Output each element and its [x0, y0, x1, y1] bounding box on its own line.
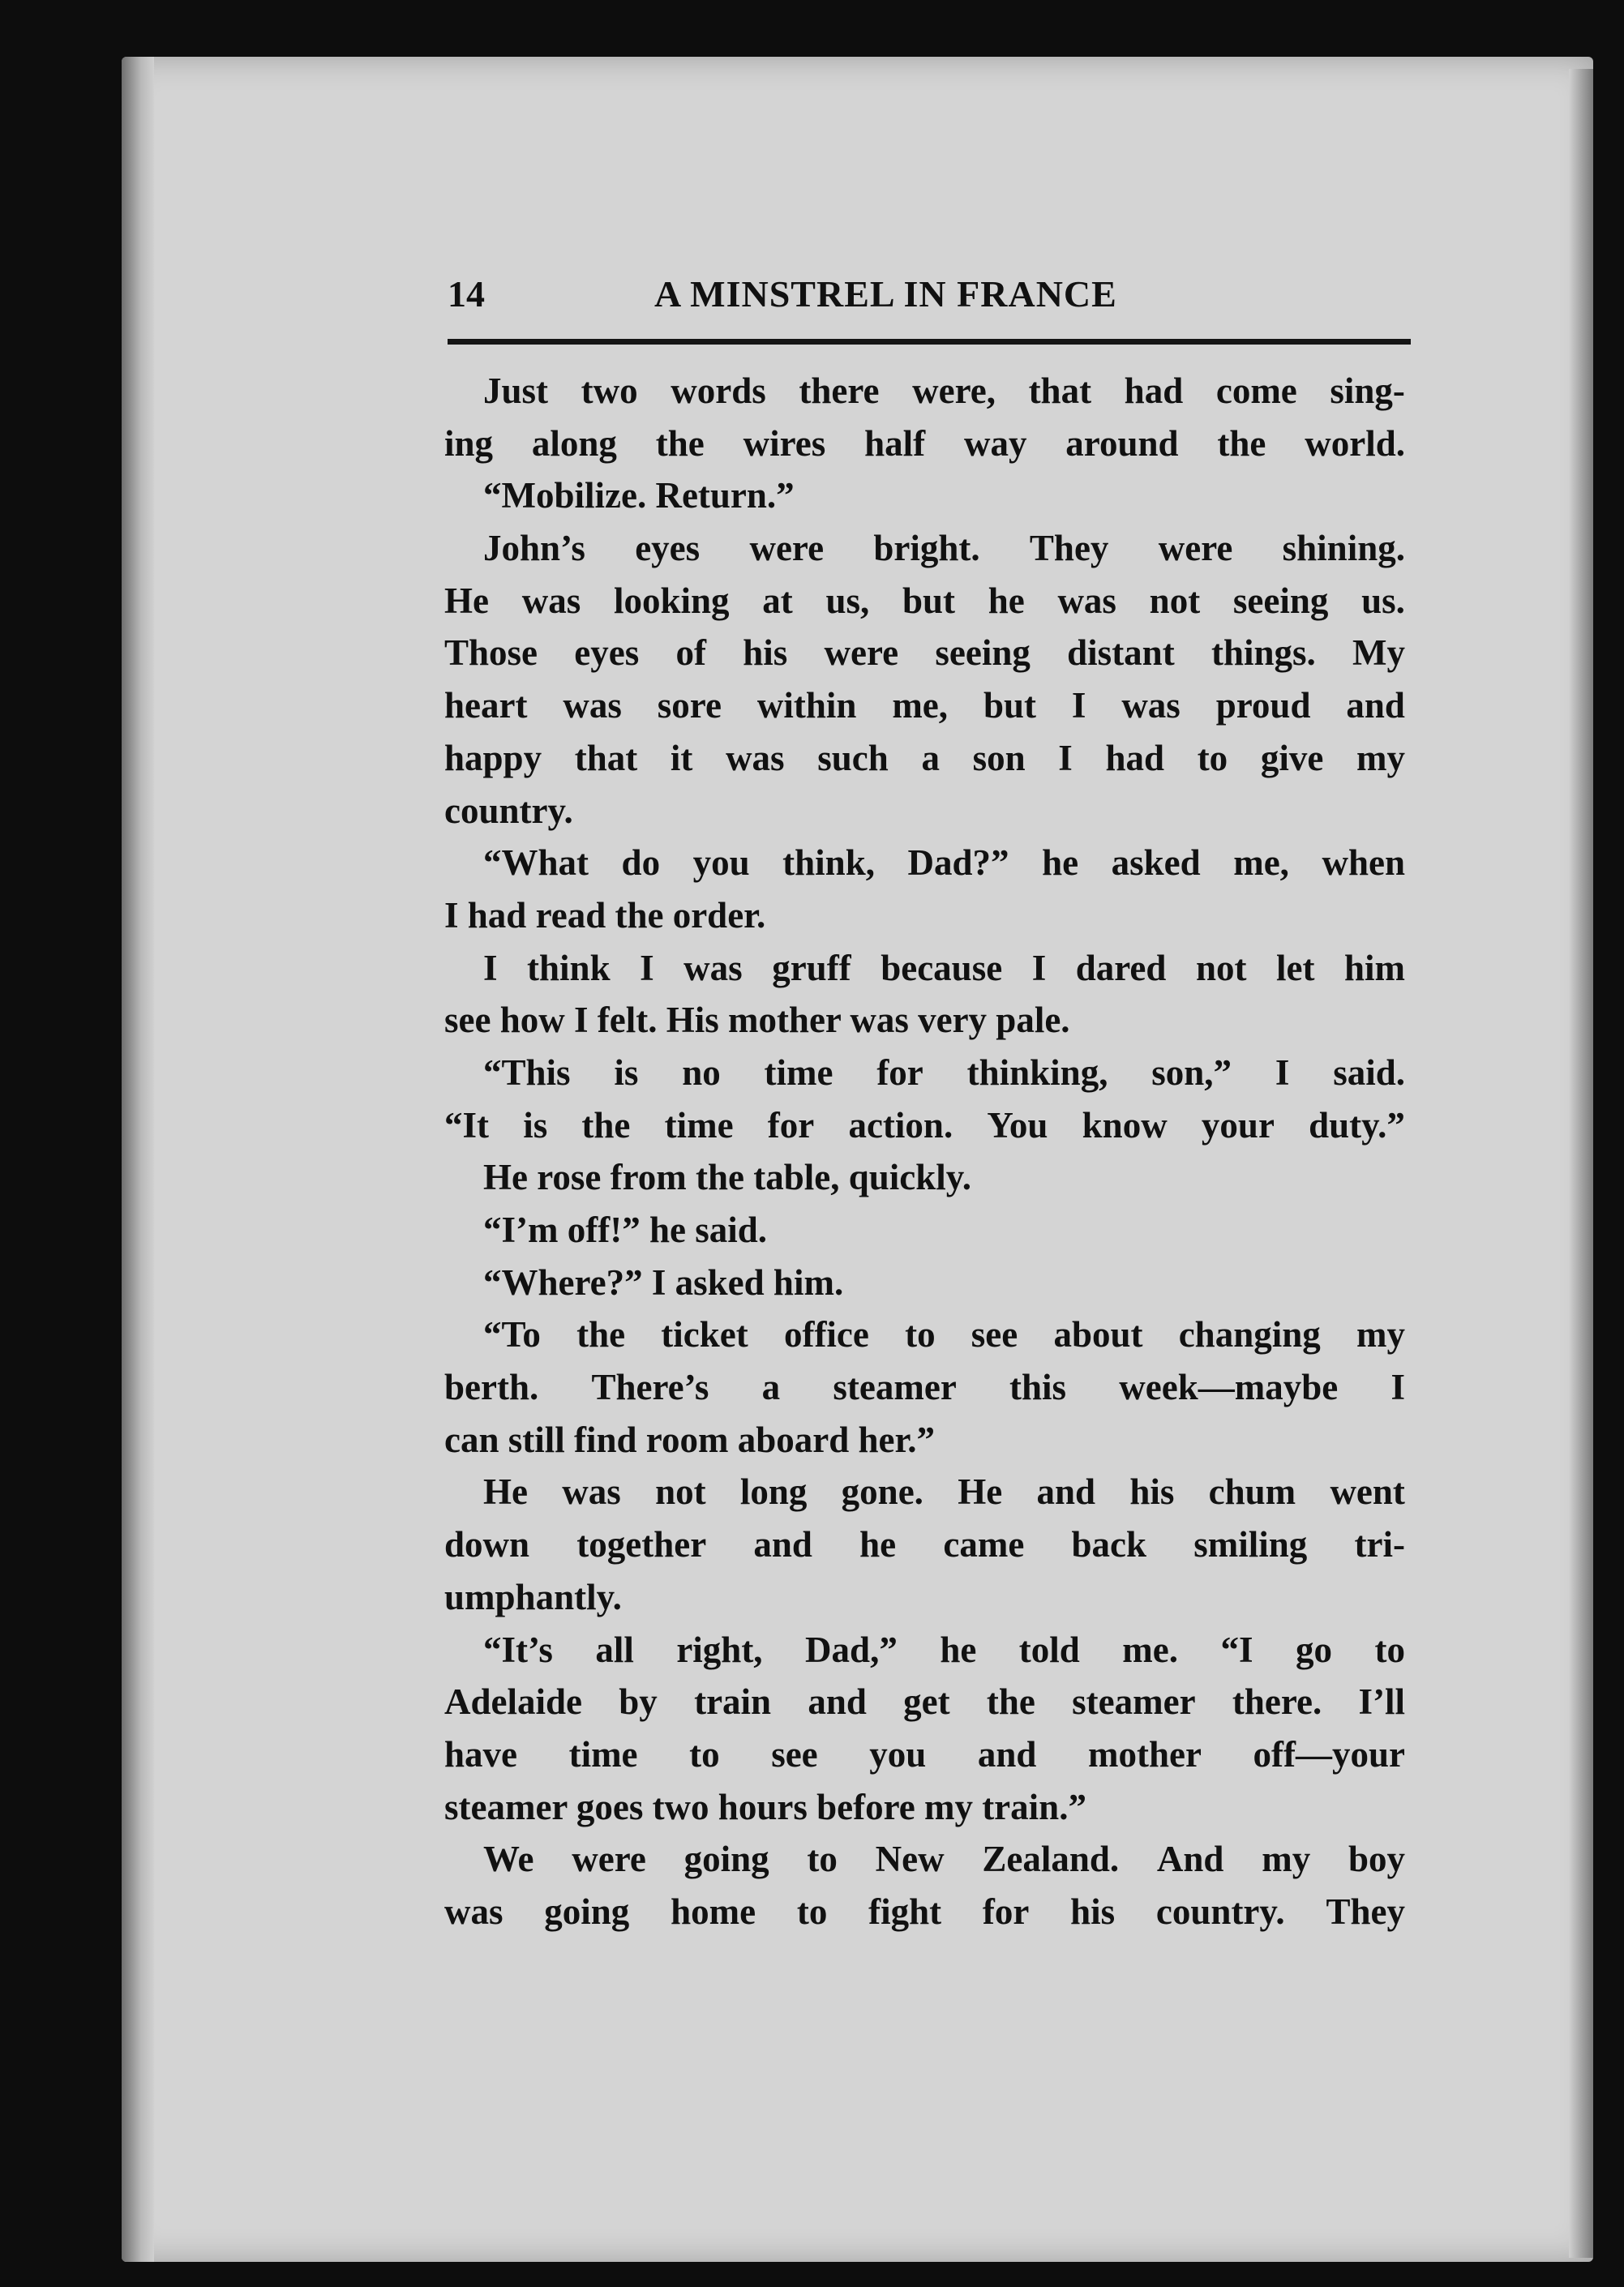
word: was: [1121, 685, 1181, 726]
word: were: [749, 528, 825, 569]
word: his: [1129, 1471, 1175, 1513]
text-line: [444, 627, 1405, 679]
page-right-edge-shadow: [1569, 69, 1593, 2258]
word: to: [1374, 1629, 1405, 1670]
word: this: [1009, 1367, 1067, 1408]
word: long: [739, 1471, 808, 1513]
word: time: [568, 1733, 638, 1775]
word: the: [576, 1314, 626, 1355]
word: he: [859, 1524, 897, 1565]
word: for: [767, 1104, 815, 1146]
line-text: “Where?” I asked him.: [483, 1261, 844, 1303]
text-line: [444, 994, 1405, 1047]
text-line: [444, 1257, 1405, 1309]
word: berth.: [444, 1367, 539, 1408]
word: going: [544, 1891, 630, 1932]
word: know: [1082, 1104, 1168, 1146]
line-text: “Mobilize. Return.”: [483, 475, 795, 516]
word: gone.: [841, 1471, 923, 1513]
word: there.: [1232, 1681, 1322, 1723]
word: at: [762, 580, 793, 621]
text-line: [444, 1833, 1405, 1886]
body-text: [444, 365, 1405, 1938]
word: Those: [444, 632, 538, 674]
word: together: [576, 1524, 707, 1565]
word: was: [563, 685, 622, 726]
word: off—your: [1253, 1733, 1405, 1775]
word: “This: [483, 1051, 571, 1093]
text-line: [444, 732, 1405, 785]
word: a: [761, 1367, 781, 1408]
word: down: [444, 1524, 530, 1565]
word: to: [796, 1891, 828, 1932]
word: and: [753, 1524, 812, 1565]
word: he: [940, 1629, 977, 1670]
text-line: [444, 1466, 1405, 1518]
text-line: [444, 1204, 1405, 1257]
word: my: [1356, 1314, 1405, 1355]
word: things.: [1211, 632, 1316, 674]
word: ing: [444, 422, 494, 464]
word: his: [1070, 1891, 1116, 1932]
word: when: [1322, 842, 1405, 884]
word: were: [572, 1839, 646, 1880]
word: week—maybe: [1119, 1367, 1339, 1408]
word: distant: [1067, 632, 1175, 674]
word: all: [595, 1629, 634, 1670]
word: was: [521, 580, 581, 621]
text-line: [444, 837, 1405, 889]
word: had: [1124, 370, 1184, 411]
word: not: [1149, 580, 1201, 621]
word: country.: [1155, 1891, 1285, 1932]
word: and: [1036, 1471, 1096, 1513]
word: do: [621, 842, 661, 884]
word: He: [958, 1471, 1003, 1513]
word: I: [1031, 947, 1047, 988]
word: gruff: [772, 947, 851, 988]
text-line: [444, 889, 1405, 942]
word: for: [876, 1051, 923, 1093]
word: seeing: [935, 632, 1031, 674]
word: They: [1029, 528, 1109, 569]
word: came: [943, 1524, 1025, 1565]
word: is: [614, 1051, 639, 1093]
header-rule: [448, 339, 1411, 345]
word: fight: [868, 1891, 942, 1932]
word: along: [531, 422, 617, 464]
word: I: [1058, 737, 1073, 778]
word: “It: [444, 1104, 489, 1146]
word: told: [1018, 1629, 1080, 1670]
word: back: [1071, 1524, 1147, 1565]
word: the: [581, 1104, 631, 1146]
word: We: [483, 1839, 534, 1880]
word: his: [743, 632, 788, 674]
word: Dad?”: [907, 842, 1009, 884]
text-line: [444, 1886, 1405, 1938]
word: us.: [1361, 580, 1405, 621]
word: went: [1330, 1471, 1405, 1513]
word: a: [921, 737, 940, 778]
word: two: [581, 370, 638, 411]
word: looking: [613, 580, 730, 621]
text-line: [444, 1676, 1405, 1728]
word: he: [1042, 842, 1079, 884]
text-line: [444, 1047, 1405, 1099]
word: think,: [782, 842, 875, 884]
page-header: [448, 268, 1411, 324]
word: New: [875, 1839, 945, 1880]
word: He: [444, 580, 489, 621]
word: were: [1158, 528, 1233, 569]
word: the: [655, 422, 705, 464]
line-text: “I’m off!” he said.: [483, 1210, 767, 1250]
line-text: steamer goes two hours before my train.”: [444, 1786, 1086, 1827]
word: chum: [1208, 1471, 1296, 1513]
word: us,: [825, 580, 870, 621]
word: and: [977, 1733, 1037, 1775]
word: me,: [1233, 842, 1289, 884]
word: for: [982, 1891, 1030, 1932]
text-line: [444, 785, 1405, 837]
word: not: [1195, 947, 1247, 988]
word: let: [1275, 947, 1315, 988]
text-line: [444, 1728, 1405, 1781]
word: is: [523, 1104, 548, 1146]
word: such: [817, 737, 889, 778]
word: My: [1352, 632, 1405, 674]
word: me,: [892, 685, 949, 726]
word: steamer: [833, 1367, 957, 1408]
word: time: [764, 1051, 833, 1093]
word: it: [670, 737, 693, 778]
word: And: [1156, 1839, 1224, 1880]
word: ticket: [661, 1314, 748, 1355]
word: boy: [1348, 1839, 1405, 1880]
word: eyes: [635, 528, 701, 569]
word: tri-: [1354, 1524, 1405, 1565]
text-line: [444, 365, 1405, 418]
text-line: [444, 1151, 1405, 1204]
word: to: [807, 1839, 838, 1880]
text-line: [444, 1361, 1405, 1414]
word: bright.: [873, 528, 980, 569]
word: was: [444, 1891, 503, 1932]
word: dared: [1075, 947, 1167, 988]
word: was: [562, 1471, 621, 1513]
text-line: [444, 522, 1405, 575]
word: see: [771, 1733, 818, 1775]
word: sore: [657, 685, 722, 726]
word: Zealand.: [982, 1839, 1120, 1880]
word: that: [1028, 370, 1092, 411]
word: half: [864, 422, 926, 464]
text-line: [444, 679, 1405, 732]
word: asked: [1111, 842, 1201, 884]
word: I’ll: [1358, 1681, 1405, 1723]
word: Adelaide: [444, 1681, 583, 1723]
word: to: [689, 1733, 720, 1775]
word: he: [988, 580, 1025, 621]
word: and: [808, 1681, 867, 1723]
word: changing: [1178, 1314, 1321, 1355]
text-line: [444, 1308, 1405, 1361]
word: smiling: [1193, 1524, 1308, 1565]
word: son: [972, 737, 1026, 778]
text-line: [444, 1518, 1405, 1571]
word: shining.: [1282, 528, 1405, 569]
text-line: [444, 1571, 1405, 1624]
word: the: [986, 1681, 1035, 1723]
word: words: [671, 370, 766, 411]
word: going: [683, 1839, 769, 1880]
word: They: [1326, 1891, 1405, 1932]
line-text: umphantly.: [444, 1576, 622, 1617]
word: proud: [1215, 685, 1311, 726]
word: “What: [483, 842, 589, 884]
text-line: [444, 575, 1405, 627]
word: I: [640, 947, 654, 988]
word: to: [905, 1314, 936, 1355]
word: me.: [1122, 1629, 1179, 1670]
word: were: [824, 632, 899, 674]
word: steamer: [1072, 1681, 1196, 1723]
word: seeing: [1232, 580, 1329, 621]
word: because: [881, 947, 1003, 988]
word: no: [682, 1051, 721, 1093]
word: happy: [444, 737, 542, 778]
word: heart: [444, 685, 528, 726]
word: I: [483, 947, 498, 988]
word: go: [1296, 1629, 1332, 1670]
word: get: [903, 1681, 950, 1723]
word: said.: [1333, 1051, 1405, 1093]
word: there: [799, 370, 880, 411]
word: of: [675, 632, 706, 674]
line-text: He rose from the table, quickly.: [483, 1157, 972, 1198]
word: train: [694, 1681, 772, 1723]
word: home: [671, 1891, 756, 1932]
word: you: [869, 1733, 927, 1775]
text-line: [444, 469, 1405, 522]
word: have: [444, 1733, 517, 1775]
word: son,”: [1151, 1051, 1232, 1093]
word: He: [483, 1471, 528, 1513]
word: think: [527, 947, 611, 988]
word: world.: [1305, 422, 1405, 464]
word: give: [1260, 737, 1324, 778]
word: duty.”: [1309, 1104, 1405, 1146]
word: and: [1346, 685, 1405, 726]
word: but: [983, 685, 1036, 726]
word: office: [783, 1314, 869, 1355]
text-line: [444, 1414, 1405, 1467]
text-line: [444, 942, 1405, 995]
word: Dad,”: [805, 1629, 898, 1670]
word: was: [1057, 580, 1116, 621]
word: not: [655, 1471, 706, 1513]
word: I: [1275, 1051, 1290, 1093]
word: I: [1390, 1367, 1405, 1408]
word: my: [1262, 1839, 1311, 1880]
word: about: [1053, 1314, 1143, 1355]
word: you: [692, 842, 750, 884]
word: “To: [483, 1314, 541, 1355]
word: by: [619, 1681, 658, 1723]
word: mother: [1087, 1733, 1202, 1775]
word: my: [1356, 737, 1405, 778]
word: “I: [1220, 1629, 1253, 1670]
word: You: [987, 1104, 1048, 1146]
word: your: [1201, 1104, 1275, 1146]
page-number: 14: [448, 273, 485, 315]
word: but: [902, 580, 955, 621]
book-spine-edge: [122, 57, 154, 2262]
word: were,: [912, 370, 996, 411]
line-text: I had read the order.: [444, 894, 766, 936]
word: There’s: [591, 1367, 709, 1408]
word: I: [1071, 685, 1086, 726]
word: the: [1217, 422, 1266, 464]
word: him: [1343, 947, 1405, 988]
word: wires: [743, 422, 826, 464]
word: “It’s: [483, 1629, 553, 1670]
word: around: [1065, 422, 1179, 464]
word: sing-: [1330, 370, 1405, 411]
word: that: [574, 737, 638, 778]
text-line: [444, 1781, 1405, 1834]
line-text: can still find room aboard her.”: [444, 1419, 936, 1460]
word: come: [1215, 370, 1297, 411]
word: eyes: [574, 632, 640, 674]
word: had: [1105, 737, 1165, 778]
word: to: [1197, 737, 1228, 778]
word: way: [963, 422, 1027, 464]
word: action.: [848, 1104, 953, 1146]
word: was: [683, 947, 743, 988]
text-line: [444, 418, 1405, 470]
line-text: country.: [444, 790, 573, 831]
text-line: [444, 1099, 1405, 1152]
word: time: [664, 1104, 734, 1146]
running-title: A MINSTREL IN FRANCE: [654, 273, 1117, 315]
word: see: [971, 1314, 1018, 1355]
word: right,: [676, 1629, 763, 1670]
word: thinking,: [966, 1051, 1108, 1093]
word: John’s: [483, 528, 585, 569]
line-text: see how I felt. His mother was very pale.: [444, 1000, 1070, 1041]
text-line: [444, 1624, 1405, 1677]
word: was: [726, 737, 785, 778]
word: Just: [483, 370, 549, 411]
word: within: [756, 685, 857, 726]
